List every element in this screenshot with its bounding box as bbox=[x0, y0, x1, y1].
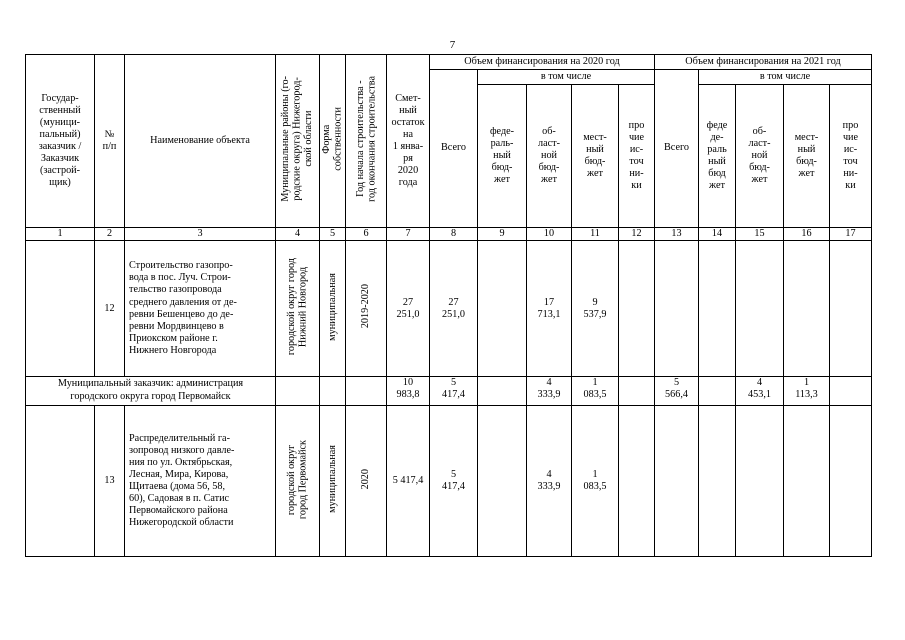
cell-regional-2021 bbox=[736, 241, 784, 377]
header-including-2021: в том числе bbox=[699, 70, 872, 85]
cell-district bbox=[276, 406, 320, 557]
cell-local-2020: 1 083,5 bbox=[572, 406, 619, 557]
cell-object-name: Распределительный га- зопровод низкого давле- ния по ул. Октябрьская, Лесная, Мира, Кирова, Щитаева (дома 56, 58, 60), Садовая в п. Сатис Первомайского района Нижегородской области bbox=[125, 406, 276, 557]
cell-customer bbox=[26, 241, 95, 377]
header-district-text: Муниципальные районы (го- родские округа) Нижегород- ской области bbox=[280, 76, 315, 202]
cell-local-2021 bbox=[784, 241, 830, 377]
column-number: 13 bbox=[655, 228, 699, 241]
cell-estimate-balance: 27 251,0 bbox=[387, 241, 430, 377]
header-federal-2020: феде- раль- ный бюд- жет bbox=[478, 85, 527, 228]
cell-total-2020: 27 251,0 bbox=[430, 241, 478, 377]
column-number: 5 bbox=[320, 228, 346, 241]
cell-regional-2021 bbox=[736, 406, 784, 557]
cell-years-text: 2019-2020 bbox=[360, 284, 372, 329]
cell-years bbox=[346, 241, 387, 377]
investment-program-table bbox=[25, 54, 872, 557]
column-number: 9 bbox=[478, 228, 527, 241]
cell-ownership-text: муниципальная bbox=[326, 272, 338, 341]
cell-regional-2021: 4 453,1 bbox=[736, 377, 784, 406]
cell-local-2021: 1 113,3 bbox=[784, 377, 830, 406]
header-federal-2021: феде де- раль ный бюд жет bbox=[699, 85, 736, 228]
column-number: 6 bbox=[346, 228, 387, 241]
cell-local-2020: 9 537,9 bbox=[572, 241, 619, 377]
header-local-2021: мест- ный бюд- жет bbox=[784, 85, 830, 228]
column-number: 14 bbox=[699, 228, 736, 241]
header-other-2021: про чие ис- точ ни- ки bbox=[830, 85, 872, 228]
header-total-2021: Всего bbox=[655, 70, 699, 228]
header-regional-2020: об- ласт- ной бюд- жет bbox=[527, 85, 572, 228]
customer-subtotal-row bbox=[26, 377, 872, 406]
cell-total-2020: 5 417,4 bbox=[430, 406, 478, 557]
cell-estimate-balance: 5 417,4 bbox=[387, 406, 430, 557]
column-number: 1 bbox=[26, 228, 95, 241]
cell-total-2020: 5 417,4 bbox=[430, 377, 478, 406]
column-number: 8 bbox=[430, 228, 478, 241]
cell-district-text: городской округ город Нижний Новгород bbox=[286, 258, 309, 356]
column-number: 4 bbox=[276, 228, 320, 241]
header-regional-2021: об- ласт- ной бюд- жет bbox=[736, 85, 784, 228]
cell-estimate-balance: 10 983,8 bbox=[387, 377, 430, 406]
cell-ownership bbox=[320, 241, 346, 377]
cell-federal-2020 bbox=[478, 241, 527, 377]
header-estimate-balance: Смет- ный остаток на 1 янва- ря 2020 года bbox=[387, 55, 430, 228]
cell-regional-2020: 17 713,1 bbox=[527, 241, 572, 377]
cell-years bbox=[346, 377, 387, 406]
cell-federal-2021 bbox=[699, 241, 736, 377]
cell-district bbox=[276, 377, 320, 406]
column-number: 11 bbox=[572, 228, 619, 241]
column-number: 17 bbox=[830, 228, 872, 241]
header-customer: Государ- ственный (муници- пальный) заказчик / Заказчик (застрой- щик) bbox=[26, 55, 95, 228]
header-including-2020: в том числе bbox=[478, 70, 655, 85]
cell-num: 13 bbox=[95, 406, 125, 557]
cell-federal-2020 bbox=[478, 377, 527, 406]
header-row-funding bbox=[26, 55, 872, 70]
cell-ownership bbox=[320, 406, 346, 557]
header-years bbox=[346, 55, 387, 228]
table-row bbox=[26, 406, 872, 557]
cell-federal-2021 bbox=[699, 377, 736, 406]
page-number: 7 bbox=[449, 39, 456, 51]
cell-regional-2020: 4 333,9 bbox=[527, 406, 572, 557]
cell-ownership bbox=[320, 377, 346, 406]
cell-local-2021 bbox=[784, 406, 830, 557]
cell-other-2021 bbox=[830, 406, 872, 557]
table-row bbox=[26, 241, 872, 377]
cell-num: 12 bbox=[95, 241, 125, 377]
cell-federal-2020 bbox=[478, 406, 527, 557]
cell-regional-2020: 4 333,9 bbox=[527, 377, 572, 406]
header-num: № п/п bbox=[95, 55, 125, 228]
cell-ownership-text: муниципальная bbox=[326, 445, 338, 513]
column-number: 16 bbox=[784, 228, 830, 241]
column-number: 15 bbox=[736, 228, 784, 241]
column-number: 10 bbox=[527, 228, 572, 241]
column-number: 3 bbox=[125, 228, 276, 241]
cell-other-2020 bbox=[619, 406, 655, 557]
cell-total-2021 bbox=[655, 241, 699, 377]
cell-customer bbox=[26, 406, 95, 557]
header-total-2020: Всего bbox=[430, 70, 478, 228]
cell-district-text: городской округ город Первомайск bbox=[286, 439, 309, 519]
cell-other-2021 bbox=[830, 241, 872, 377]
cell-years bbox=[346, 406, 387, 557]
header-funding-2021: Объем финансирования на 2021 год bbox=[655, 55, 872, 70]
cell-object-name: Строительство газопро- вода в пос. Луч. Строи- тельство газопровода среднего давления от де- ревни Бешенцево до де- ревни Мордвинцево в Приокском районе г. Нижнего Новгорода bbox=[125, 241, 276, 377]
cell-other-2020 bbox=[619, 377, 655, 406]
cell-years-text: 2020 bbox=[360, 468, 372, 490]
cell-municipal-customer: Муниципальный заказчик: администрация городского округа город Первомайск bbox=[26, 377, 276, 406]
header-ownership-text: Форма собственности bbox=[321, 107, 344, 171]
cell-district bbox=[276, 241, 320, 377]
header-years-text: Год начала строительства - год окончания строительства bbox=[354, 75, 377, 202]
header-other-2020: про чие ис- точ ни- ки bbox=[619, 85, 655, 228]
header-ownership bbox=[320, 55, 346, 228]
column-number: 12 bbox=[619, 228, 655, 241]
header-funding-2020: Объем финансирования на 2020 год bbox=[430, 55, 655, 70]
header-local-2020: мест- ный бюд- жет bbox=[572, 85, 619, 228]
cell-federal-2021 bbox=[699, 406, 736, 557]
cell-other-2020 bbox=[619, 241, 655, 377]
cell-other-2021 bbox=[830, 377, 872, 406]
column-number: 7 bbox=[387, 228, 430, 241]
header-district bbox=[276, 55, 320, 228]
column-number-row bbox=[26, 228, 872, 241]
cell-total-2021: 5 566,4 bbox=[655, 377, 699, 406]
cell-total-2021 bbox=[655, 406, 699, 557]
header-object-name: Наименование объекта bbox=[125, 55, 276, 228]
cell-local-2020: 1 083,5 bbox=[572, 377, 619, 406]
column-number: 2 bbox=[95, 228, 125, 241]
